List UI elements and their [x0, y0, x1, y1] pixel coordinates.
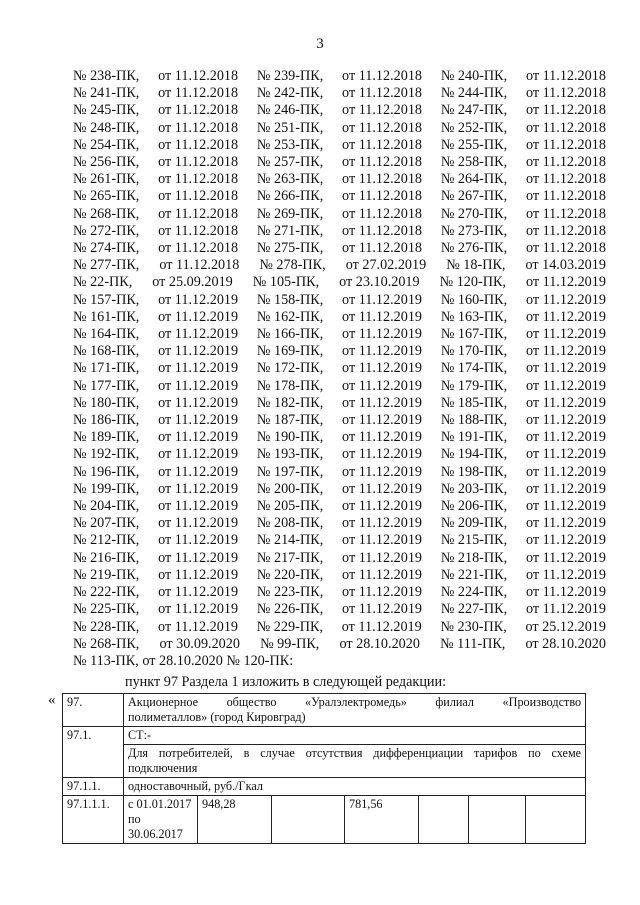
- order-date: от 27.02.2019: [345, 257, 427, 274]
- order-row: [73, 171, 606, 188]
- order-number: № 273-ПК,: [440, 222, 508, 239]
- organization-name-cell: [124, 694, 586, 727]
- order-number: № 198-ПК,: [440, 463, 508, 480]
- order-date: от 11.12.2018: [342, 205, 423, 222]
- order-date: от 11.12.2019: [525, 584, 606, 601]
- order-row: [73, 223, 606, 240]
- order-date: от 11.12.2018: [525, 85, 606, 102]
- order-row: [73, 274, 606, 291]
- order-number: № 256-ПК,: [73, 154, 140, 171]
- order-date: от 11.12.2018: [525, 205, 606, 222]
- order-number: № 203-ПК,: [440, 480, 508, 497]
- order-number: № 247-ПК,: [440, 102, 508, 119]
- order-date: от 11.12.2019: [341, 618, 422, 635]
- value-cell-1: 948,28: [198, 796, 272, 844]
- order-number: № 161-ПК,: [73, 308, 140, 325]
- order-number: № 218-ПК,: [440, 549, 508, 566]
- order-number: № 220-ПК,: [256, 566, 324, 583]
- order-date: от 11.12.2019: [525, 498, 606, 515]
- order-row: [73, 412, 606, 429]
- order-date: от 11.12.2019: [525, 566, 606, 583]
- order-number: № 228-ПК,: [73, 618, 140, 635]
- order-number: № 230-ПК,: [440, 618, 507, 635]
- order-number: № 248-ПК,: [73, 119, 140, 136]
- order-date: от 11.12.2018: [159, 257, 240, 274]
- order-date: от 11.12.2019: [158, 446, 239, 463]
- order-date: от 11.12.2019: [525, 291, 606, 308]
- order-row: [73, 532, 606, 549]
- order-row: [73, 343, 606, 360]
- order-row: [73, 378, 606, 395]
- order-number: № 252-ПК,: [440, 119, 508, 136]
- st-cell: СТ:-: [124, 727, 586, 745]
- order-date: от 11.12.2018: [158, 222, 239, 239]
- order-number: № 185-ПК,: [440, 394, 508, 411]
- order-date: от 11.12.2019: [525, 532, 606, 549]
- order-date: от 11.12.2019: [158, 601, 239, 618]
- order-number: № 163-ПК,: [440, 308, 508, 325]
- order-number: № 160-ПК,: [440, 291, 508, 308]
- order-number: № 244-ПК,: [440, 85, 508, 102]
- order-number: № 120-ПК,: [439, 274, 506, 291]
- consumers-cell: [124, 745, 586, 778]
- order-row: [73, 257, 606, 274]
- order-date: от 25.09.2019: [152, 274, 233, 291]
- order-row: [73, 619, 606, 636]
- order-date: от 11.12.2019: [342, 566, 423, 583]
- order-date: от 11.12.2018: [342, 136, 423, 153]
- order-date: от 11.12.2019: [342, 308, 423, 325]
- order-number: № 264-ПК,: [440, 171, 508, 188]
- order-date: от 11.12.2019: [342, 584, 423, 601]
- order-date: от 11.12.2018: [525, 119, 606, 136]
- amendment-intro: пункт 97 Раздела 1 изложить в следующей редакции:: [125, 674, 447, 690]
- order-number: № 271-ПК,: [256, 222, 324, 239]
- order-number: № 171-ПК,: [73, 360, 140, 377]
- order-row: [73, 326, 606, 343]
- order-row: [73, 481, 606, 498]
- order-number: № 180-ПК,: [73, 394, 140, 411]
- page-number: 3: [316, 36, 324, 52]
- order-row: [73, 309, 606, 326]
- order-number: № 187-ПК,: [256, 412, 324, 429]
- order-date: от 11.12.2018: [342, 222, 423, 239]
- order-date: от 11.12.2018: [158, 205, 239, 222]
- order-number: № 276-ПК,: [440, 240, 508, 257]
- order-number: № 157-ПК,: [73, 291, 140, 308]
- order-date: от 11.12.2019: [342, 291, 423, 308]
- order-date: от 11.12.2019: [525, 515, 606, 532]
- order-date: от 11.12.2019: [525, 274, 606, 291]
- order-number: № 169-ПК,: [256, 343, 324, 360]
- order-row: [73, 636, 606, 653]
- order-date: от 11.12.2019: [158, 360, 239, 377]
- order-date: от 11.12.2018: [525, 240, 606, 257]
- single-rate-cell: одноставочный, руб./Гкал: [124, 778, 586, 796]
- order-number: № 267-ПК,: [440, 188, 508, 205]
- order-date: от 11.12.2018: [525, 68, 606, 84]
- order-date: от 11.12.2019: [158, 429, 239, 446]
- order-number: № 275-ПК,: [256, 240, 324, 257]
- organization-name-line-1: Акционерное общество «Уралэлектромедь» филиал «Производство: [128, 695, 582, 709]
- order-date: от 11.12.2019: [342, 429, 423, 446]
- order-number: № 229-ПК,: [256, 618, 324, 635]
- order-number: № 274-ПК,: [73, 240, 140, 257]
- order-number: № 193-ПК,: [256, 446, 324, 463]
- order-number: № 179-ПК,: [440, 377, 508, 394]
- order-number: № 192-ПК,: [73, 446, 140, 463]
- order-date: от 11.12.2018: [525, 222, 606, 239]
- order-number: № 190-ПК,: [256, 429, 324, 446]
- order-date: от 14.03.2019: [525, 257, 606, 274]
- order-number: № 238-ПК,: [73, 68, 140, 84]
- order-date: от 11.12.2019: [158, 566, 239, 583]
- order-row: [73, 102, 606, 119]
- order-date: от 11.12.2019: [342, 343, 423, 360]
- order-date: от 11.12.2018: [342, 171, 423, 188]
- value-cell-4: [419, 796, 469, 844]
- order-date: от 11.12.2019: [525, 549, 606, 566]
- order-number: № 240-ПК,: [440, 68, 508, 84]
- order-number: № 105-ПК,: [252, 274, 320, 291]
- order-date: от 11.12.2019: [158, 515, 239, 532]
- order-number: № 182-ПК,: [256, 394, 324, 411]
- order-date: от 28.10.2020: [525, 635, 606, 652]
- order-row: [73, 498, 606, 515]
- order-number: № 188-ПК,: [440, 412, 508, 429]
- value-cell-3: 781,56: [345, 796, 419, 844]
- order-number: № 206-ПК,: [440, 498, 508, 515]
- order-date: от 11.12.2019: [342, 532, 423, 549]
- order-date: от 11.12.2019: [342, 326, 423, 343]
- order-row: [73, 206, 606, 223]
- order-number: № 242-ПК,: [256, 85, 324, 102]
- order-date: от 11.12.2018: [158, 85, 239, 102]
- order-number: № 205-ПК,: [256, 498, 324, 515]
- order-date: от 11.12.2018: [158, 102, 239, 119]
- order-number: № 111-ПК,: [440, 635, 506, 652]
- order-number: № 224-ПК,: [440, 584, 508, 601]
- order-date: от 11.12.2019: [158, 498, 239, 515]
- order-date: от 11.12.2019: [158, 291, 239, 308]
- order-date: от 11.12.2019: [342, 515, 423, 532]
- order-row: [73, 550, 606, 567]
- order-date: от 11.12.2018: [342, 119, 423, 136]
- order-number: № 258-ПК,: [440, 154, 508, 171]
- order-date: от 11.12.2018: [158, 136, 239, 153]
- order-number: № 166-ПК,: [256, 326, 324, 343]
- order-date: от 11.12.2019: [158, 308, 239, 325]
- table-row-97: [63, 694, 586, 727]
- order-number: № 162-ПК,: [256, 308, 324, 325]
- order-row: [73, 429, 606, 446]
- order-date: от 11.12.2018: [342, 240, 423, 257]
- order-number: № 241-ПК,: [73, 85, 140, 102]
- order-date: от 11.12.2018: [158, 154, 239, 171]
- order-number: № 186-ПК,: [73, 412, 140, 429]
- order-number: № 221-ПК,: [440, 566, 508, 583]
- order-date: от 11.12.2019: [158, 326, 239, 343]
- order-date: от 11.12.2019: [158, 394, 239, 411]
- order-date: от 11.12.2019: [342, 446, 423, 463]
- order-number: № 245-ПК,: [73, 102, 140, 119]
- order-number: № 278-ПК,: [259, 257, 326, 274]
- order-row: [73, 154, 606, 171]
- order-number: № 263-ПК,: [256, 171, 324, 188]
- order-date: от 11.12.2018: [158, 171, 239, 188]
- order-date: от 11.12.2018: [158, 68, 239, 84]
- value-cell-6: [526, 796, 586, 844]
- order-date: от 11.12.2019: [342, 394, 423, 411]
- order-number: № 268-ПК,: [73, 635, 140, 652]
- order-number: № 253-ПК,: [256, 136, 324, 153]
- order-number: № 170-ПК,: [440, 343, 508, 360]
- order-number: № 222-ПК,: [73, 584, 140, 601]
- order-date: от 11.12.2019: [525, 343, 606, 360]
- order-row: [73, 240, 606, 257]
- table-row-97-1-consumers: [63, 745, 586, 778]
- order-date: от 11.12.2019: [342, 549, 423, 566]
- order-date: от 11.12.2018: [158, 188, 239, 205]
- period-cell: с 01.01.2017 по 30.06.2017: [124, 796, 198, 844]
- order-row: [73, 68, 606, 85]
- order-date: от 11.12.2018: [342, 68, 423, 84]
- order-number: № 212-ПК,: [73, 532, 140, 549]
- order-row: [73, 515, 606, 532]
- order-number: № 254-ПК,: [73, 136, 140, 153]
- order-date: от 11.12.2018: [342, 154, 423, 171]
- order-row: [73, 601, 606, 618]
- organization-name-line-2: полиметаллов» (город Кировград): [128, 710, 306, 724]
- order-date: от 11.12.2019: [158, 584, 239, 601]
- order-date: от 11.12.2019: [525, 480, 606, 497]
- order-number: № 269-ПК,: [256, 205, 324, 222]
- order-date: от 11.12.2019: [158, 412, 239, 429]
- order-date: от 11.12.2018: [525, 154, 606, 171]
- order-date: от 11.12.2018: [525, 102, 606, 119]
- order-date: от 11.12.2019: [525, 446, 606, 463]
- order-number: № 266-ПК,: [256, 188, 324, 205]
- order-date: от 11.12.2018: [525, 136, 606, 153]
- order-row: [73, 120, 606, 137]
- order-number: № 226-ПК,: [256, 601, 324, 618]
- order-row: [73, 584, 606, 601]
- order-number: № 214-ПК,: [256, 532, 324, 549]
- order-date: от 23.10.2019: [339, 274, 420, 291]
- order-date: от 11.12.2019: [525, 308, 606, 325]
- table-row-97-1-st: [63, 727, 586, 745]
- order-number: № 246-ПК,: [256, 102, 324, 119]
- order-row: [73, 464, 606, 481]
- order-number: № 99-ПК,: [260, 635, 320, 652]
- order-number: № 227-ПК,: [440, 601, 508, 618]
- order-number: № 174-ПК,: [440, 360, 508, 377]
- order-date: от 11.12.2018: [158, 119, 239, 136]
- order-number: № 189-ПК,: [73, 429, 140, 446]
- order-number: № 196-ПК,: [73, 463, 140, 480]
- order-number: № 168-ПК,: [73, 343, 140, 360]
- order-date: от 11.12.2019: [158, 377, 239, 394]
- order-date: от 11.12.2019: [525, 601, 606, 618]
- order-date: от 11.12.2019: [525, 394, 606, 411]
- row-number-97: 97.: [63, 694, 124, 727]
- order-date: от 11.12.2019: [342, 360, 423, 377]
- order-number: № 216-ПК,: [73, 549, 140, 566]
- order-number: № 18-ПК,: [446, 257, 506, 274]
- order-date: от 11.12.2019: [342, 412, 423, 429]
- order-date: от 30.09.2020: [159, 635, 240, 652]
- order-date: от 11.12.2019: [158, 532, 239, 549]
- order-number: № 261-ПК,: [73, 171, 140, 188]
- order-row: [73, 567, 606, 584]
- order-number: № 265-ПК,: [73, 188, 140, 205]
- order-date: от 11.12.2018: [525, 188, 606, 205]
- order-number: № 270-ПК,: [440, 205, 508, 222]
- tariff-table: [62, 693, 586, 844]
- order-date: от 11.12.2019: [158, 549, 239, 566]
- order-date: от 11.12.2019: [158, 480, 239, 497]
- table-row-97-1-1: [63, 778, 586, 796]
- order-row: [73, 292, 606, 309]
- opening-quote-mark: «: [48, 692, 56, 708]
- order-date: от 11.12.2019: [342, 498, 423, 515]
- order-number: № 164-ПК,: [73, 326, 140, 343]
- row-number-97-1: 97.1.: [63, 727, 124, 778]
- order-date: от 11.12.2019: [342, 463, 423, 480]
- order-number: № 239-ПК,: [256, 68, 324, 84]
- order-number: № 200-ПК,: [256, 480, 324, 497]
- order-number: № 208-ПК,: [256, 515, 324, 532]
- orders-list: [73, 68, 606, 670]
- order-date: от 11.12.2018: [158, 240, 239, 257]
- order-number: № 204-ПК,: [73, 498, 140, 515]
- order-date: от 11.12.2019: [525, 377, 606, 394]
- order-number: № 197-ПК,: [256, 463, 324, 480]
- value-cell-2: [272, 796, 345, 844]
- consumers-line-1: Для потребителей, в случае отсутствия дифференциации тарифов по схеме: [128, 746, 582, 760]
- order-row: [73, 360, 606, 377]
- table-row-97-1-1-1: [63, 796, 586, 844]
- order-row: [73, 85, 606, 102]
- orders-final-line: № 113-ПК, от 28.10.2020 № 120-ПК:: [73, 652, 294, 669]
- order-row: [73, 446, 606, 463]
- order-number: № 172-ПК,: [256, 360, 324, 377]
- order-date: от 11.12.2018: [342, 85, 423, 102]
- order-number: № 225-ПК,: [73, 601, 140, 618]
- order-number: № 209-ПК,: [440, 515, 508, 532]
- order-number: № 158-ПК,: [256, 291, 324, 308]
- order-number: № 177-ПК,: [73, 377, 140, 394]
- order-date: от 11.12.2018: [525, 171, 606, 188]
- order-number: № 272-ПК,: [73, 222, 140, 239]
- order-number: № 199-ПК,: [73, 480, 140, 497]
- consumers-line-2: подключения: [128, 761, 198, 775]
- order-date: от 11.12.2019: [525, 326, 606, 343]
- order-row: [73, 137, 606, 154]
- order-date: от 11.12.2018: [342, 188, 423, 205]
- order-number: № 223-ПК,: [256, 584, 324, 601]
- order-number: № 251-ПК,: [256, 119, 324, 136]
- order-date: от 11.12.2019: [525, 429, 606, 446]
- row-number-97-1-1: 97.1.1.: [63, 778, 124, 796]
- order-number: № 191-ПК,: [440, 429, 508, 446]
- order-number: № 255-ПК,: [440, 136, 508, 153]
- order-number: № 215-ПК,: [440, 532, 508, 549]
- order-number: № 178-ПК,: [256, 377, 324, 394]
- value-cell-5: [469, 796, 526, 844]
- order-date: от 11.12.2019: [525, 360, 606, 377]
- order-date: от 11.12.2019: [158, 618, 239, 635]
- order-number: № 217-ПК,: [256, 549, 324, 566]
- order-date: от 11.12.2019: [525, 463, 606, 480]
- order-date: от 11.12.2018: [342, 102, 423, 119]
- order-number: № 167-ПК,: [440, 326, 508, 343]
- order-date: от 28.10.2020: [339, 635, 420, 652]
- order-row: [73, 395, 606, 412]
- order-date: от 11.12.2019: [342, 601, 423, 618]
- order-number: № 22-ПК,: [73, 274, 133, 291]
- order-row: [73, 188, 606, 205]
- order-number: № 219-ПК,: [73, 566, 140, 583]
- order-number: № 207-ПК,: [73, 515, 140, 532]
- row-number-97-1-1-1: 97.1.1.1.: [63, 796, 124, 844]
- order-date: от 11.12.2019: [525, 412, 606, 429]
- order-number: № 277-ПК,: [73, 257, 140, 274]
- order-date: от 11.12.2019: [342, 377, 423, 394]
- order-number: № 257-ПК,: [256, 154, 324, 171]
- order-number: № 194-ПК,: [440, 446, 508, 463]
- order-date: от 25.12.2019: [525, 618, 606, 635]
- order-date: от 11.12.2019: [158, 343, 239, 360]
- order-number: № 268-ПК,: [73, 205, 140, 222]
- order-date: от 11.12.2019: [158, 463, 239, 480]
- order-date: от 11.12.2019: [342, 480, 423, 497]
